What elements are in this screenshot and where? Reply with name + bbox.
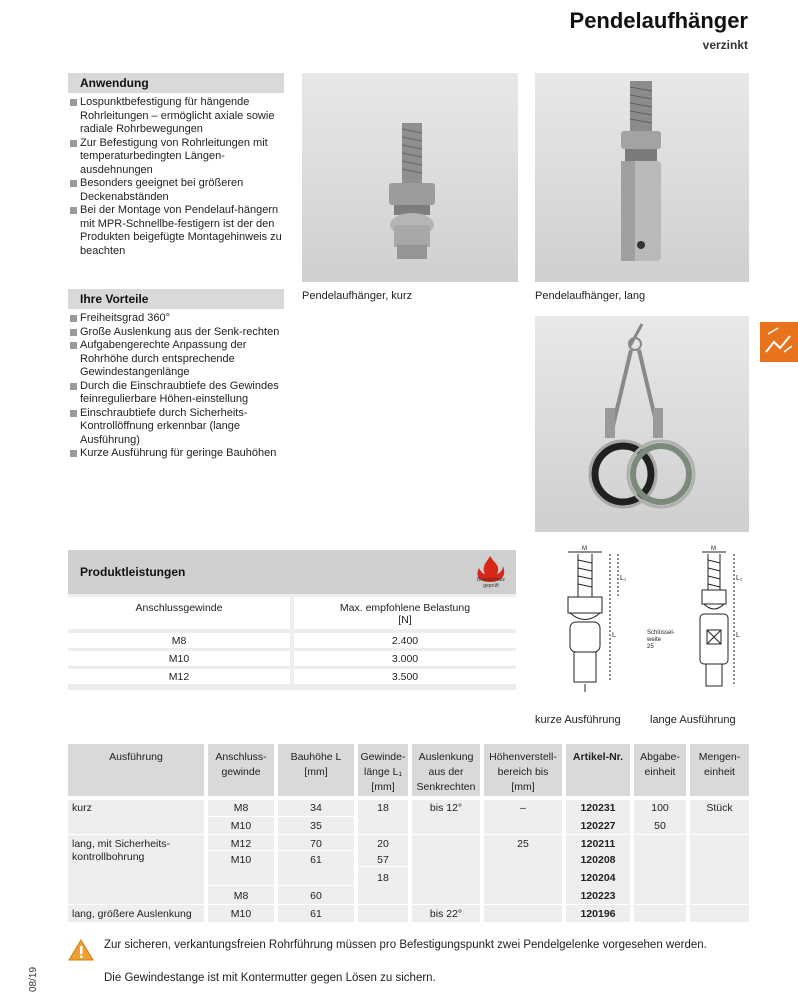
cell-article: 120211 — [580, 838, 616, 850]
list-item: Freiheitsgrad 360° — [68, 312, 284, 326]
perf-load-m8: 2.400 — [391, 635, 419, 647]
vorteile-list — [68, 312, 284, 461]
photo-long-hanger — [535, 73, 749, 282]
cell-unit: 100 — [651, 802, 669, 814]
list-item: Aufgabengerechte Anpassung der Rohrhöhe durch entsprechende Gewindestangenlänge — [68, 339, 284, 380]
performance-heading: Produktleistungen — [80, 565, 186, 579]
caption-short-drawing: kurze Ausführung — [535, 714, 621, 726]
list-item: Einschraubtiefe durch Sicherheits-Kontrollöffnung erkennbar (lange Ausführung) — [68, 407, 284, 448]
cell-deflection: bis 22° — [429, 908, 463, 920]
svg-text:L₁: L₁ — [736, 575, 743, 582]
vorteile-section — [68, 289, 284, 461]
cell-height: 61 — [310, 854, 322, 866]
col-header: Auslenkung aus der Senkrechten — [412, 744, 480, 796]
cell-article: 120231 — [580, 802, 616, 814]
cell-quantity-unit: Stück — [706, 802, 733, 814]
col-header: Abgabe- einheit — [634, 744, 686, 796]
cell-article: 120223 — [580, 890, 616, 902]
perf-col-load: Max. empfohlene Belastung [N] — [339, 602, 471, 626]
wrench-size-label: Schlüssel- weite 25 — [647, 630, 675, 650]
cell-height: 61 — [310, 908, 322, 920]
svg-text:L₁: L₁ — [620, 575, 627, 582]
cell-thread-length: 18 — [377, 802, 389, 814]
cell-thread: M8 — [233, 890, 249, 902]
cell-adjust: – — [520, 802, 526, 814]
short-hanger-image — [302, 73, 518, 282]
cell-article: 120196 — [580, 908, 616, 920]
page-title: Pendelaufhänger — [569, 8, 748, 33]
photo-assembly — [535, 316, 749, 532]
anwendung-heading: Anwendung — [68, 73, 284, 93]
list-item: Kurze Ausführung für geringe Bauhöhen — [68, 447, 284, 461]
warning-line-1: Zur sicheren, verkantungsfreien Rohrführung müssen pro Befestigungspunkt zwei Pendelgelenke vorgesehen werden. — [104, 939, 707, 951]
col-header — [68, 744, 204, 796]
row-divider — [358, 866, 408, 867]
anwendung-section — [68, 73, 284, 258]
dimension-drawing — [540, 542, 750, 707]
svg-text:L: L — [612, 632, 616, 639]
cell-article: 120208 — [580, 854, 616, 866]
cell-thread: M8 — [233, 802, 249, 814]
perf-col-thread: Anschlussgewinde — [135, 602, 223, 614]
row-divider — [68, 904, 749, 905]
list-item: Lospunktbefestigung für hängende Rohrleitungen – ermöglicht axiale sowie radiale Rohrbewegungen — [68, 96, 284, 137]
fire-protection-label: Brandschutz geprüft — [477, 577, 505, 589]
cell-type: lang, größere Auslenkung — [72, 908, 192, 920]
cell-height: 70 — [310, 838, 322, 850]
col-header-label: Ausführung — [109, 751, 163, 763]
print-date: 08/19 — [28, 966, 39, 992]
col-header: Mengen- einheit — [690, 744, 749, 796]
performance-header — [68, 550, 516, 594]
cell-article: 120204 — [580, 872, 616, 884]
list-item: Besonders geeignet bei größeren Deckenabständen — [68, 177, 284, 204]
perf-thread-m8: M8 — [171, 635, 187, 647]
cell-thread-length: 57 — [377, 854, 389, 866]
cell-thread: M10 — [230, 908, 252, 920]
list-item: Bei der Montage von Pendelauf-hängern mit MPR-Schnellbe-festigern ist der den Produkten beigefügte Montagehinweis zu beachten — [68, 204, 284, 258]
row-divider — [208, 885, 354, 886]
col-header: Anschluss- gewinde — [208, 744, 274, 796]
cell-article: 120227 — [580, 820, 616, 832]
row-divider — [208, 850, 354, 851]
svg-text:L: L — [736, 632, 740, 639]
long-hanger-image — [535, 73, 749, 282]
col-header: Artikel-Nr. — [566, 744, 630, 796]
warning-line-2: Die Gewindestange ist mit Kontermutter gegen Lösen zu sichern. — [104, 972, 436, 984]
svg-text:M: M — [711, 546, 716, 552]
vorteile-heading: Ihre Vorteile — [68, 289, 284, 309]
cell-unit: 50 — [654, 820, 666, 832]
cell-type: lang, mit Sicherheits- kontrollbohrung — [72, 838, 171, 863]
cell-thread-length: 20 — [377, 838, 389, 850]
anwendung-list — [68, 96, 284, 258]
col-header: Bauhöhe L [mm] — [278, 744, 354, 796]
cell-deflection: bis 12° — [429, 802, 463, 814]
list-item: Große Auslenkung aus der Senk-rechten — [68, 326, 284, 340]
perf-load-m12: 3.500 — [391, 671, 419, 683]
list-item: Zur Befestigung von Rohrleitungen mit temperaturbedingten Längen-ausdehnungen — [68, 137, 284, 178]
cell-thread: M12 — [230, 838, 252, 850]
page-subtitle: verzinkt — [702, 38, 748, 52]
row-divider — [68, 834, 749, 835]
cell-thread: M10 — [230, 854, 252, 866]
row-divider — [208, 816, 354, 817]
col-header: Gewinde- länge L₁ [mm] — [358, 744, 408, 796]
caption-long-drawing: lange Ausführung — [650, 714, 736, 726]
col-header: Höhenverstell- bereich bis [mm] — [484, 744, 562, 796]
perf-thread-m12: M12 — [168, 671, 190, 683]
cell-adjust: 25 — [517, 838, 529, 850]
caption-short-hanger: Pendelaufhänger, kurz — [302, 290, 413, 302]
category-tab[interactable] — [760, 322, 798, 362]
warning-icon — [68, 938, 94, 962]
cell-height: 60 — [310, 890, 322, 902]
cell-height: 34 — [310, 802, 322, 814]
caption-long-hanger: Pendelaufhänger, lang — [535, 290, 646, 302]
assembly-image — [535, 316, 749, 532]
list-item: Durch die Einschraubtiefe des Gewindes feinregulierbare Höhen-einstellung — [68, 380, 284, 407]
performance-box — [68, 550, 516, 690]
cell-type: kurz — [72, 802, 92, 814]
cell-height: 35 — [310, 820, 322, 832]
photo-short-hanger — [302, 73, 518, 282]
technical-drawings — [540, 542, 750, 707]
cell-thread: M10 — [230, 820, 252, 832]
cell-thread-length: 18 — [377, 872, 389, 884]
perf-thread-m10: M10 — [168, 653, 190, 665]
svg-text:M: M — [582, 546, 587, 552]
perf-load-m10: 3.000 — [391, 653, 419, 665]
pipe-hanger-icon — [760, 322, 798, 362]
